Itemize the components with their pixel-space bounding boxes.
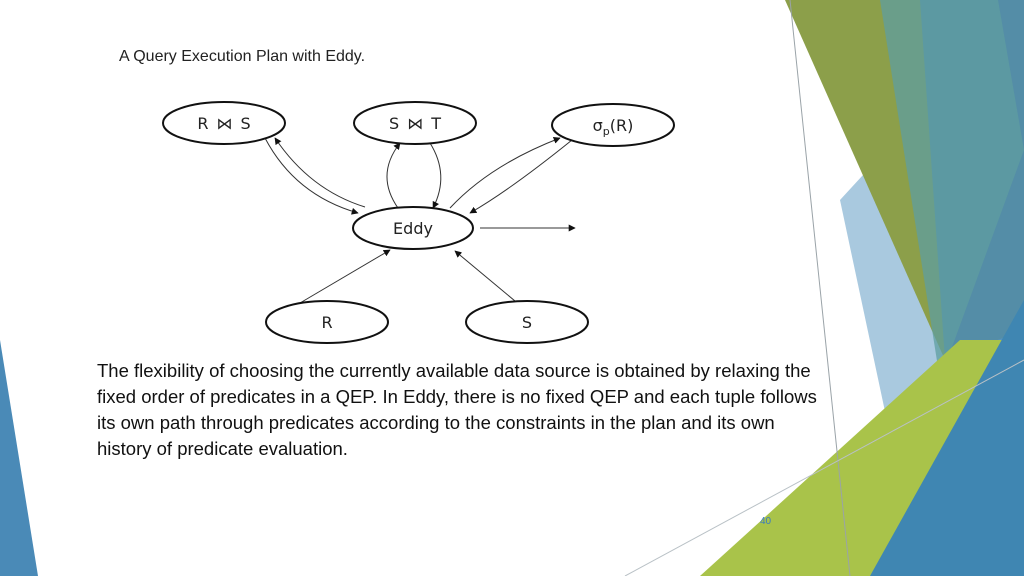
edge-r-to-eddy: [300, 250, 390, 303]
edge-s-to-eddy: [455, 251, 515, 301]
edge-eddy-to-st: [387, 143, 400, 208]
edge-eddy-to-selection: [450, 138, 560, 208]
edge-st-to-eddy: [430, 143, 441, 208]
slide-body-text: The flexibility of choosing the currently available data source is obtained by relaxing the fixed order of predicates in a QEP. In Eddy, there is no fixed QEP and each tuple follows its own path through predicates according to the constraints in the plan and its own history of predicate evaluation.: [97, 360, 817, 459]
node-s: [466, 301, 588, 343]
edge-selection-to-eddy: [470, 140, 572, 213]
node-eddy: [353, 207, 473, 249]
svg-text:R⋈S: R ⋈ S: [197, 114, 251, 133]
node-r: [266, 301, 388, 343]
page-number: 40: [760, 516, 772, 527]
diagram-caption: A Query Execution Plan with Eddy.: [119, 48, 366, 65]
node-selection: [552, 104, 674, 146]
svg-text:S⋈T: S ⋈ T: [389, 114, 441, 133]
edge-rs-to-eddy: [265, 138, 358, 213]
node-st-join: [354, 102, 476, 144]
svg-text:σp(R): $\sigma_p(R)$: [592, 116, 634, 138]
svg-text:S: S: [521, 313, 533, 332]
svg-text:Eddy: Eddy: [393, 219, 433, 238]
eddy-plan-diagram: [150, 95, 690, 355]
node-rs-join: [163, 102, 285, 144]
deco-left-blue: [0, 340, 38, 576]
svg-text:R: R: [321, 313, 333, 332]
